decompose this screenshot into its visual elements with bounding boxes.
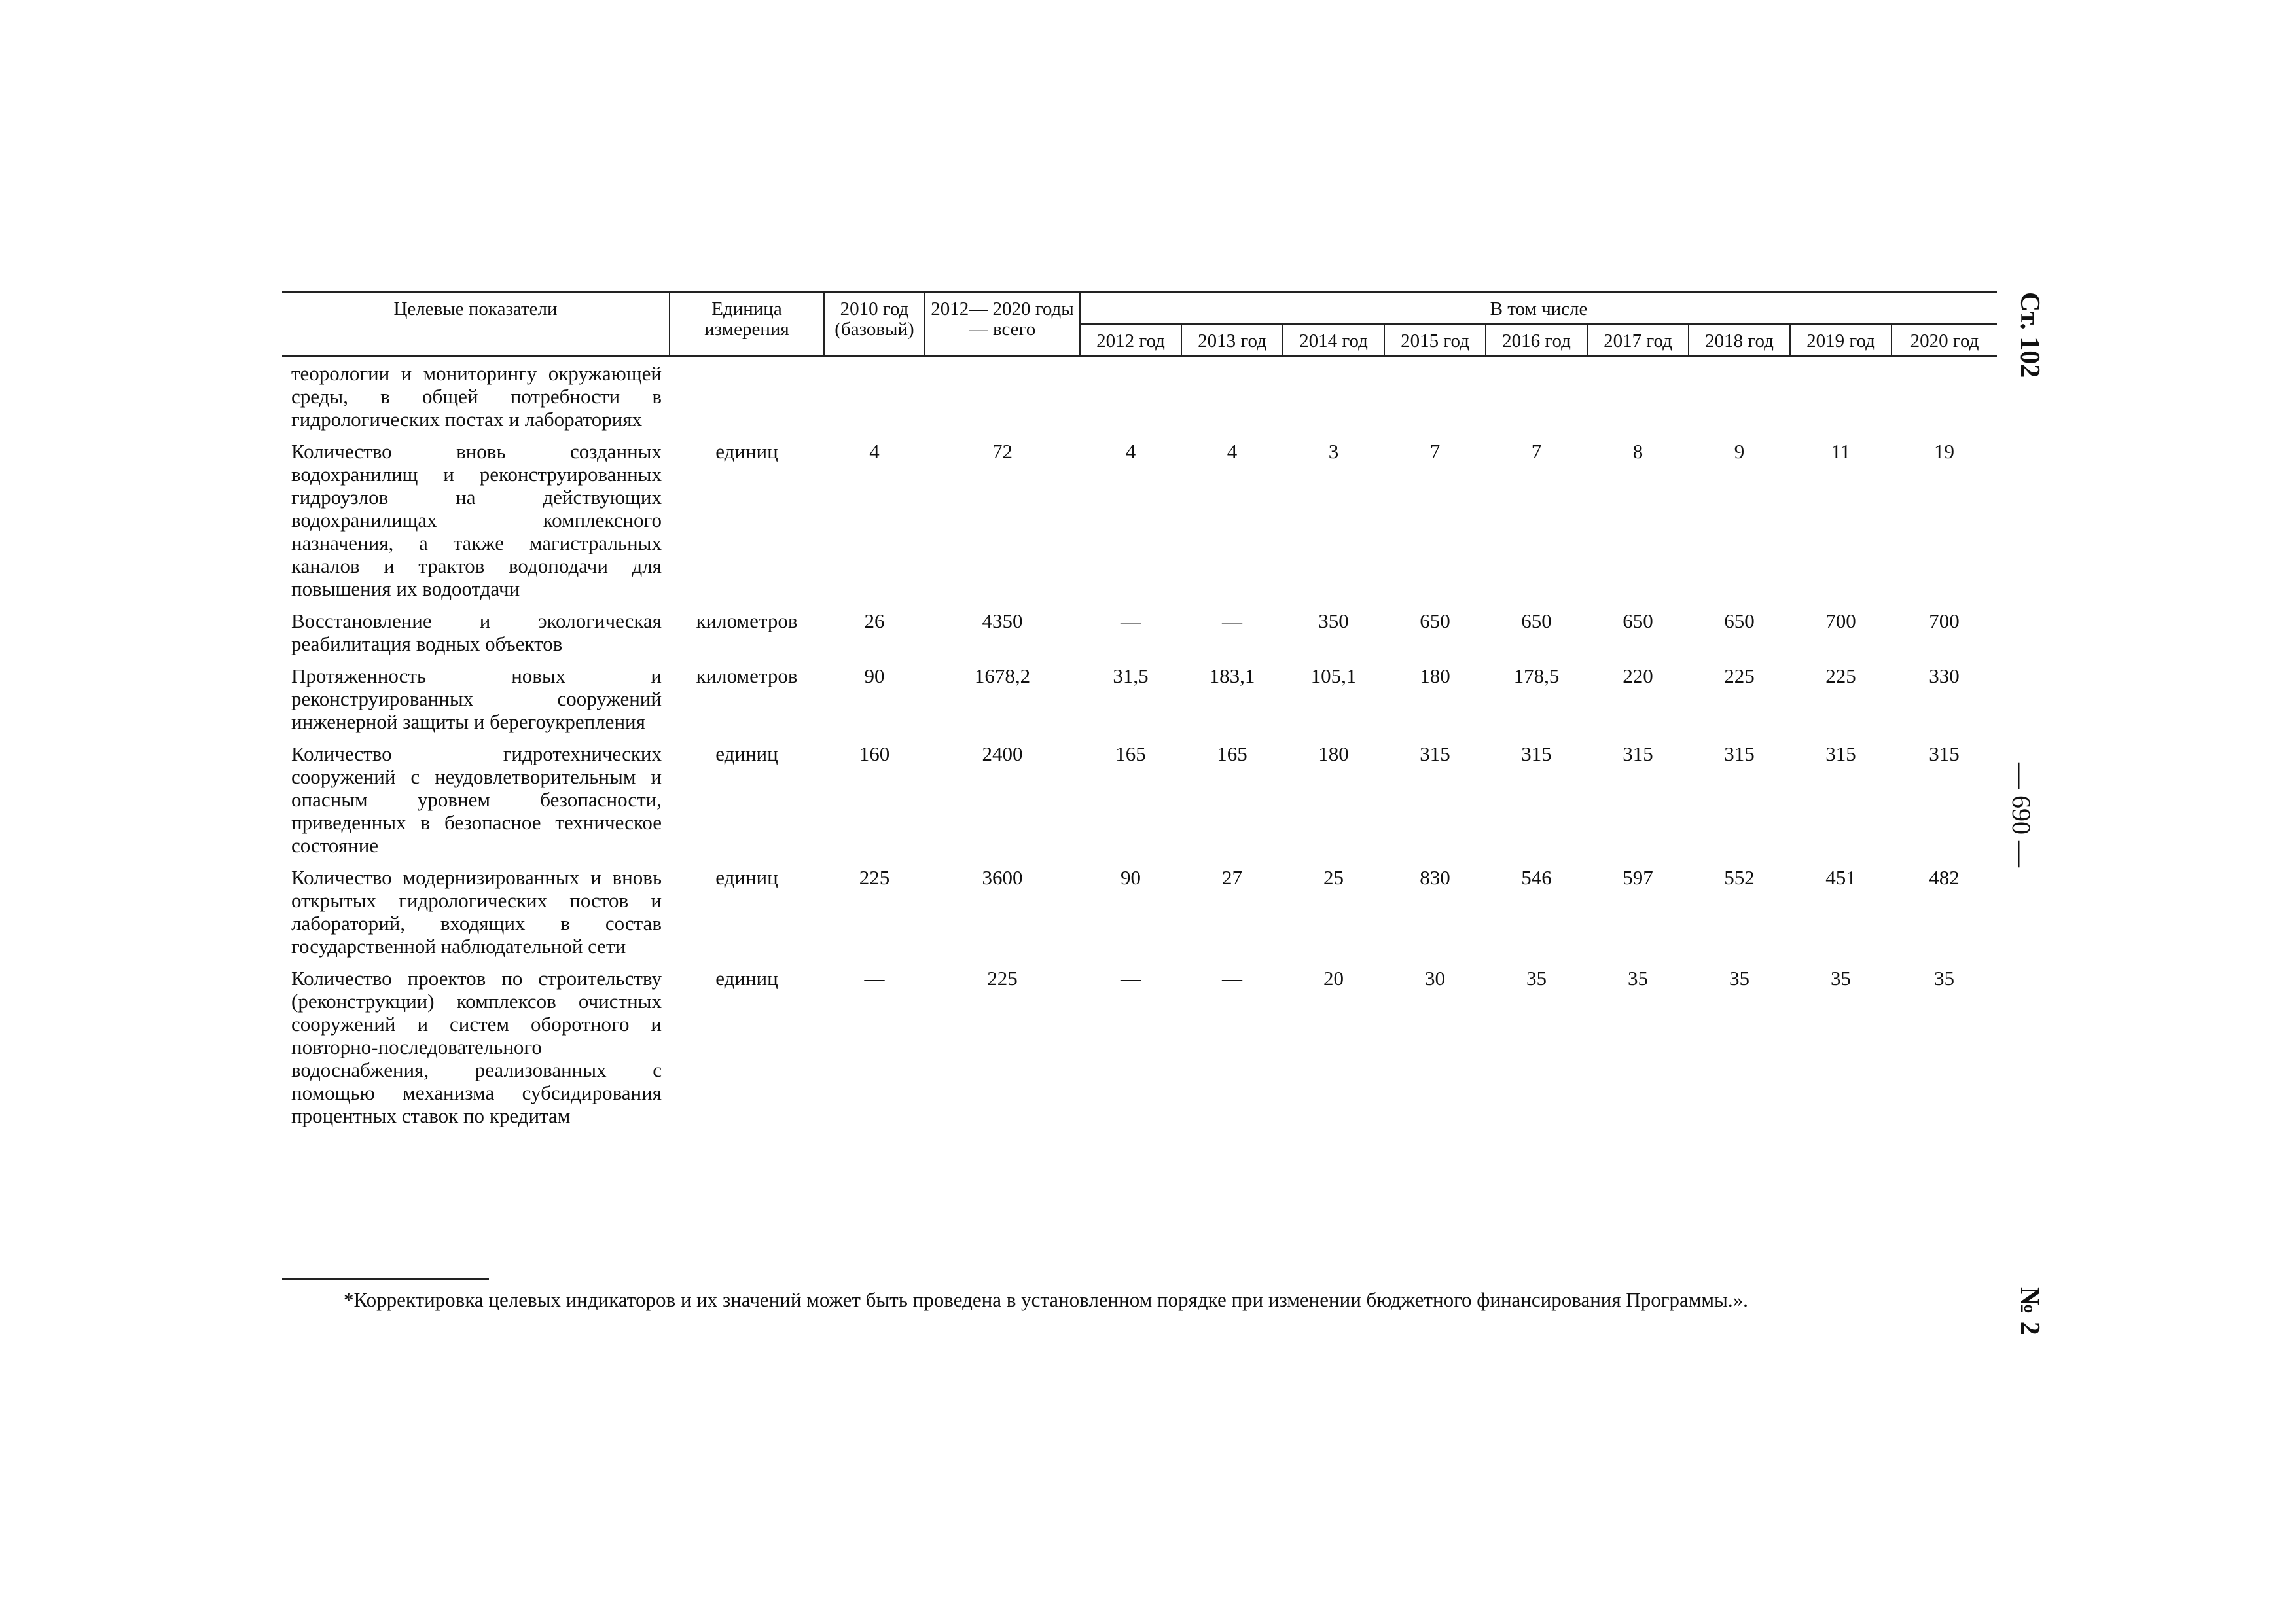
year-value-cell: —: [1222, 609, 1242, 632]
table-row: [282, 609, 1997, 664]
year-value-cell: [1892, 356, 1997, 440]
year-value-cell: 650: [1521, 609, 1552, 632]
table-row: [282, 664, 1997, 742]
footnote-rule: [282, 1278, 489, 1280]
table-header: [282, 292, 1997, 356]
year-value-cell: 225: [1724, 664, 1755, 687]
year-value-cell: 180: [1318, 742, 1349, 765]
year-value-cell: 482: [1929, 866, 1960, 889]
year-value-cell: 105,1: [1310, 664, 1357, 687]
year-value-cell: 4: [1125, 440, 1136, 463]
year-value-cell: [1587, 356, 1689, 440]
year-value-cell: 315: [1929, 742, 1960, 765]
header-total: 2012— 2020 годы — всего: [925, 292, 1080, 356]
year-value-cell: 650: [1724, 609, 1755, 632]
total-value-cell: 2400: [982, 742, 1023, 765]
header-indicator: Целевые показатели: [282, 292, 670, 356]
total-value-cell: [925, 356, 1080, 440]
year-value-cell: —: [1222, 967, 1242, 990]
unit-cell: единиц: [715, 866, 778, 889]
year-value-cell: [1283, 356, 1384, 440]
header-year: 2014 год: [1283, 324, 1384, 356]
year-value-cell: 19: [1934, 440, 1955, 463]
unit-cell: единиц: [715, 440, 778, 463]
year-value-cell: 25: [1323, 866, 1344, 889]
year-value-cell: 552: [1724, 866, 1755, 889]
footnote: *Корректировка целевых индикаторов и их значений может быть проведена в установленном порядке при изменении бюджетного финансирования Программы.».: [344, 1288, 1748, 1311]
base-value-cell: 160: [859, 742, 890, 765]
year-value-cell: [1790, 356, 1892, 440]
indicators-table: [282, 291, 1997, 1136]
header-base-year: 2010 год (базовый): [824, 292, 925, 356]
base-value-cell: 225: [859, 866, 890, 889]
header-unit: Единица измерения: [670, 292, 824, 356]
year-value-cell: 830: [1420, 866, 1450, 889]
year-value-cell: 650: [1623, 609, 1653, 632]
total-value-cell: 3600: [982, 866, 1023, 889]
page-label: Ст. 102: [2015, 292, 2045, 378]
page-number: — 690 —: [2007, 763, 2036, 867]
year-value-cell: 27: [1222, 866, 1242, 889]
header-year: 2015 год: [1384, 324, 1486, 356]
year-value-cell: 7: [1531, 440, 1542, 463]
table-row: [282, 967, 1997, 1136]
indicator-cell: Количество вновь созданных водохранилищ и реконструированных гидроузлов на действующих водохранилищах комплексного назначения, а также магистральных каналов и трактов водоподачи для повышения их водоотдачи: [291, 440, 662, 600]
year-value-cell: 20: [1323, 967, 1344, 990]
year-value-cell: 35: [1831, 967, 1851, 990]
issue-number: № 2: [2015, 1287, 2045, 1335]
header-year: 2016 год: [1486, 324, 1587, 356]
indicator-cell: Количество проектов по строительству (реконструкции) комплексов очистных сооружений и систем оборотного и повторно-последовательного водоснабжения, реализованных с помощью механизма субсидирования процентных ставок по кредитам: [291, 967, 662, 1127]
base-value-cell: —: [864, 967, 885, 990]
year-value-cell: 35: [1729, 967, 1749, 990]
year-value-cell: 11: [1831, 440, 1851, 463]
year-value-cell: —: [1121, 967, 1141, 990]
header-year: 2013 год: [1181, 324, 1283, 356]
year-value-cell: [1080, 356, 1181, 440]
year-value-cell: 90: [1121, 866, 1141, 889]
year-value-cell: 165: [1217, 742, 1247, 765]
year-value-cell: 31,5: [1113, 664, 1149, 687]
indicator-cell: Восстановление и экологическая реабилитация водных объектов: [291, 609, 662, 655]
table-row: [282, 742, 1997, 866]
year-value-cell: 700: [1929, 609, 1960, 632]
year-value-cell: 8: [1632, 440, 1643, 463]
year-value-cell: 4: [1227, 440, 1238, 463]
year-value-cell: 315: [1825, 742, 1856, 765]
total-value-cell: 1678,2: [974, 664, 1031, 687]
header-including: В том числе: [1080, 292, 1997, 324]
year-value-cell: 315: [1623, 742, 1653, 765]
year-value-cell: 7: [1429, 440, 1441, 463]
year-value-cell: 35: [1526, 967, 1547, 990]
indicators-table-block: [282, 291, 1997, 1136]
table-row: [282, 440, 1997, 609]
year-value-cell: 546: [1521, 866, 1552, 889]
table-row: [282, 866, 1997, 967]
table-row: [282, 356, 1997, 440]
unit-cell: [670, 356, 824, 440]
year-value-cell: 350: [1318, 609, 1349, 632]
year-value-cell: [1689, 356, 1790, 440]
year-value-cell: 165: [1115, 742, 1146, 765]
year-value-cell: 700: [1825, 609, 1856, 632]
year-value-cell: [1486, 356, 1587, 440]
indicator-cell: Количество модернизированных и вновь открытых гидрологических постов и лабораторий, входящих в состав государственной наблюдательной сети: [291, 866, 662, 958]
year-value-cell: [1181, 356, 1283, 440]
unit-cell: километров: [696, 609, 798, 632]
year-value-cell: 315: [1724, 742, 1755, 765]
base-value-cell: 90: [864, 664, 885, 687]
indicator-cell: Протяженность новых и реконструированных сооружений инженерной защиты и берегоукрепления: [291, 664, 662, 733]
year-value-cell: 451: [1825, 866, 1856, 889]
total-value-cell: 72: [992, 440, 1013, 463]
unit-cell: единиц: [715, 742, 778, 765]
year-value-cell: 180: [1420, 664, 1450, 687]
year-value-cell: 315: [1521, 742, 1552, 765]
indicator-cell: Количество гидротехнических сооружений с неудовлетворительным и опасным уровнем безопасности, приведенных в безопасное техническое состояние: [291, 742, 662, 857]
year-value-cell: 597: [1623, 866, 1653, 889]
base-value-cell: [824, 356, 925, 440]
year-value-cell: 30: [1425, 967, 1445, 990]
total-value-cell: 225: [987, 967, 1018, 990]
year-value-cell: 35: [1628, 967, 1648, 990]
header-year: 2018 год: [1689, 324, 1790, 356]
base-value-cell: 26: [864, 609, 885, 632]
header-year: 2020 год: [1892, 324, 1997, 356]
year-value-cell: 650: [1420, 609, 1450, 632]
total-value-cell: 4350: [982, 609, 1023, 632]
unit-cell: единиц: [715, 967, 778, 990]
base-value-cell: 4: [869, 440, 880, 463]
year-value-cell: 178,5: [1513, 664, 1560, 687]
year-value-cell: 315: [1420, 742, 1450, 765]
unit-cell: километров: [696, 664, 798, 687]
year-value-cell: 225: [1825, 664, 1856, 687]
header-year: 2019 год: [1790, 324, 1892, 356]
year-value-cell: —: [1121, 609, 1141, 632]
year-value-cell: 35: [1934, 967, 1955, 990]
year-value-cell: 9: [1734, 440, 1745, 463]
header-year: 2017 год: [1587, 324, 1689, 356]
year-value-cell: [1384, 356, 1486, 440]
year-value-cell: 183,1: [1209, 664, 1255, 687]
table-body: [282, 356, 1997, 1136]
header-year: 2012 год: [1080, 324, 1181, 356]
year-value-cell: 3: [1328, 440, 1339, 463]
indicator-cell: теорологии и мониторингу окружающей среды, в общей потребности в гидрологических постах и лабораториях: [291, 362, 662, 431]
year-value-cell: 330: [1929, 664, 1960, 687]
year-value-cell: 220: [1623, 664, 1653, 687]
